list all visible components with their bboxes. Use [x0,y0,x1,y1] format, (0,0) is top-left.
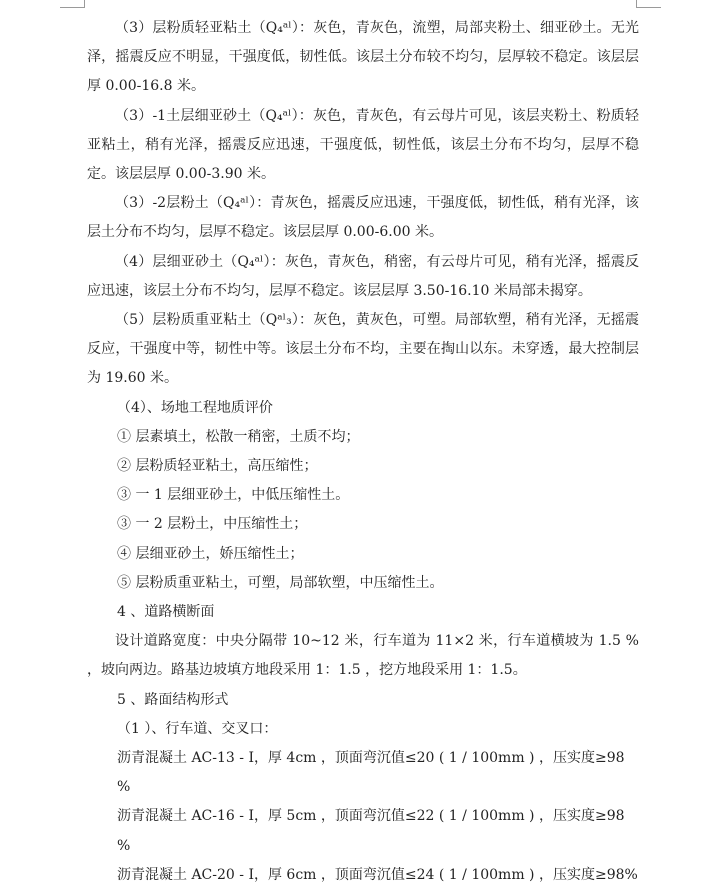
section-5-heading: 5 、路面结构形式 [117,691,229,708]
margin-corner-mark-right [636,0,661,8]
section-4-heading: 4 、道路横断面 [117,604,215,621]
margin-corner-mark-left [60,0,85,8]
paragraph-layer-3-2: （3）-2层粉土（Q₄ᵃˡ）：青灰色，摇震反应迅速，干强度低，韧性低，稍有光泽，该层土分布不均匀，层厚不稳定。该层层厚 0.00-6.00 米。 [87,195,639,241]
paragraph-layer-3: （3）层粉质轻亚粘土（Q₄ᵃˡ）：灰色，青灰色，流塑，局部夹粉土、细亚砂土。无光泽，摇震反应不明显，干强度低，韧性低。该层土分布较不均匀，层厚较不稳定。该层层厚 0.00-16.8 米。 [87,20,639,95]
paragraph-layer-3-1: （3）-1土层细亚砂土（Q₄ᵃˡ）：灰色，青灰色，有云母片可见，该层夹粉土、粉质轻亚粘土，稍有光泽，摇震反应迅速，干强度低，韧性低，该层土分布不均匀，层厚不稳定。该层层厚 0.00-3.90 米。 [87,107,639,183]
paragraph-layer-4: （4）层细亚砂土（Q₄ᵃˡ）：灰色，青灰色，稍密，有云母片可见，稍有光泽，摇震反应迅速，该层土分布不均匀，层厚不稳定。该层层厚 3.50-16.10 米局部未揭穿。 [87,253,639,299]
evaluation-item: ② 层粉质轻亚粘土，高压缩性； [117,458,318,475]
evaluation-heading: （4）、场地工程地质评价 [117,399,273,416]
evaluation-item: ⑤ 层粉质重亚粘土，可塑，局部软塑，中压缩性土。 [117,574,444,591]
evaluation-item: ③ 一 1 层细亚砂土，中低压缩性土。 [117,487,350,504]
evaluation-item: ④ 层细亚砂土，娇压缩性土； [117,545,304,562]
evaluation-item: ③ 一 2 层粉土，中压缩性土； [117,516,308,533]
section-4-body: 设计道路宽度：中央分隔带 10~12 米，行车道为 11×2 米，行车道横坡为 1.5 % ，坡向两边。路基边坡填方地段采用 1：1.5 ，挖方地段采用 1：1.5。 [87,633,639,679]
pavement-layer-line: 沥青混凝土 AC-13 - Ⅰ，厚 4cm ，顶面弯沉值≤20 ( 1 / 100mm ) ，压实度≥98 % [117,750,625,796]
document-body [87,14,639,890]
subsection-heading: （1 ）、行车道、交叉口： [117,720,278,737]
evaluation-item: ① 层素填土，松散一稍密，土质不均； [117,428,360,445]
pavement-layer-line: 沥青混凝土 AC-16 - Ⅰ，厚 5cm ，顶面弯沉值≤22 ( 1 / 100mm ) ，压实度≥98 % [117,808,625,854]
paragraph-layer-5: （5）层粉质重亚粘土（Qᵃˡ₃）：灰色，黄灰色，可塑。局部软塑，稍有光泽，无摇震反应，干强度中等，韧性中等。该层土分布不均，主要在掏山以东。未穿透，最大控制层为 19.60 米。 [87,312,639,387]
pavement-layer-line: 沥青混凝土 AC-20 - Ⅰ，厚 6cm ，顶面弯沉值≤24 ( 1 / 100mm ) ，压实度≥98% [117,866,638,883]
